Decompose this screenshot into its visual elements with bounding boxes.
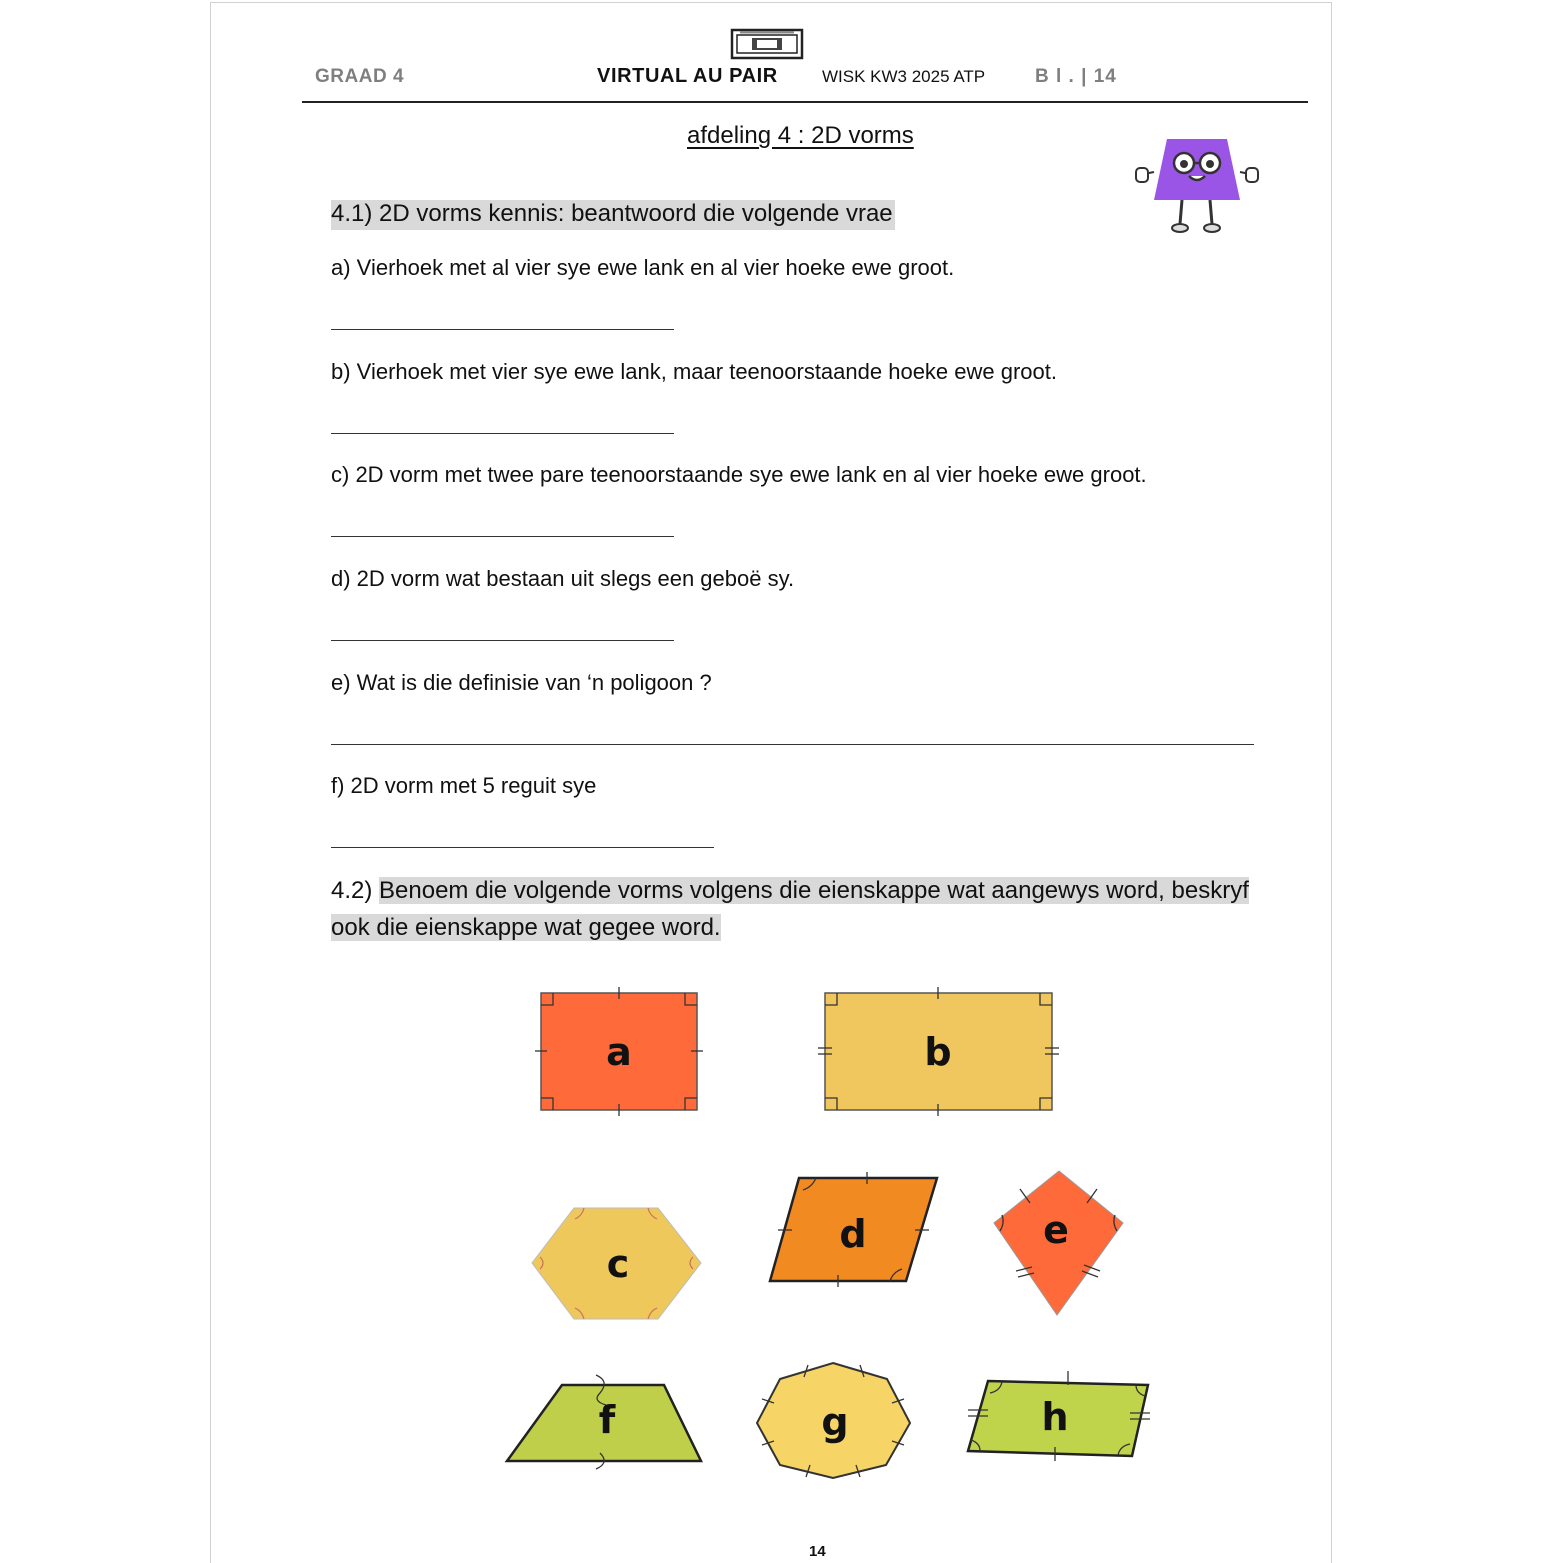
question-a: a) Vierhoek met al vier sye ewe lank en al vier hoeke ewe groot. [331, 255, 955, 280]
answer-line-c[interactable] [331, 536, 674, 537]
answer-line-f[interactable] [331, 847, 714, 848]
shape-label-f: f [598, 1398, 616, 1442]
shape-label-a: a [606, 1030, 632, 1074]
question-4-2-text: Benoem die volgende vorms volgens die eienskappe wat aangewys word, beskryf ook die eienskappe wat gegee word. [331, 877, 1249, 941]
question-b: b) Vierhoek met vier sye ewe lank, maar teenoorstaande hoeke ewe groot. [331, 359, 1057, 384]
shape-label-g: g [821, 1400, 849, 1444]
question-4-2-instruction [331, 872, 1291, 946]
subject-code: WISK KW3 2025 ATP [822, 67, 986, 86]
answer-line-e[interactable] [331, 744, 1254, 745]
shape-d-parallelogram [770, 1172, 937, 1287]
question-e: e) Wat is die definisie van ‘n poligoon ? [331, 670, 712, 695]
shape-label-b: b [924, 1030, 952, 1074]
shape-g-heptagon [757, 1363, 910, 1478]
shape-label-h: h [1041, 1395, 1069, 1439]
answer-line-a[interactable] [331, 329, 674, 330]
shape-h-parallelogram [968, 1371, 1150, 1461]
trapezoid-mascot-illustration [1132, 130, 1262, 238]
shape-label-c: c [606, 1242, 630, 1286]
shape-c-hexagon [532, 1208, 701, 1319]
shape-label-e: e [1043, 1208, 1069, 1252]
question-c: c) 2D vorm met twee pare teenoorstaande sye ewe lank en al vier hoeke ewe groot. [331, 462, 1147, 487]
section-title: afdeling 4 : 2D vorms [687, 122, 914, 149]
brand-name: VIRTUAL AU PAIR [597, 65, 778, 87]
shapes-figure [490, 975, 1180, 1495]
question-d: d) 2D vorm wat bestaan uit slegs een geboë sy. [331, 566, 795, 591]
shape-e-kite [994, 1171, 1123, 1315]
virtual-au-pair-logo [730, 28, 804, 60]
shape-f-trapezium [507, 1375, 701, 1469]
question-4-1-heading: 4.1) 2D vorms kennis: beantwoord die volgende vrae [331, 200, 895, 230]
grade-label: GRAAD 4 [315, 66, 405, 87]
shape-b-rectangle [818, 987, 1059, 1116]
mascot-body [1154, 139, 1240, 200]
footer-page-number: 14 [809, 1543, 826, 1560]
question-f: f) 2D vorm met 5 reguit sye [331, 773, 597, 798]
answer-line-b[interactable] [331, 433, 674, 434]
question-4-2-number: 4.2) [331, 877, 380, 904]
shape-a-square [535, 987, 703, 1116]
header-page-label: B l . | 14 [1035, 66, 1117, 87]
answer-line-d[interactable] [331, 640, 674, 641]
shape-label-d: d [839, 1212, 867, 1256]
header-divider [302, 101, 1308, 103]
